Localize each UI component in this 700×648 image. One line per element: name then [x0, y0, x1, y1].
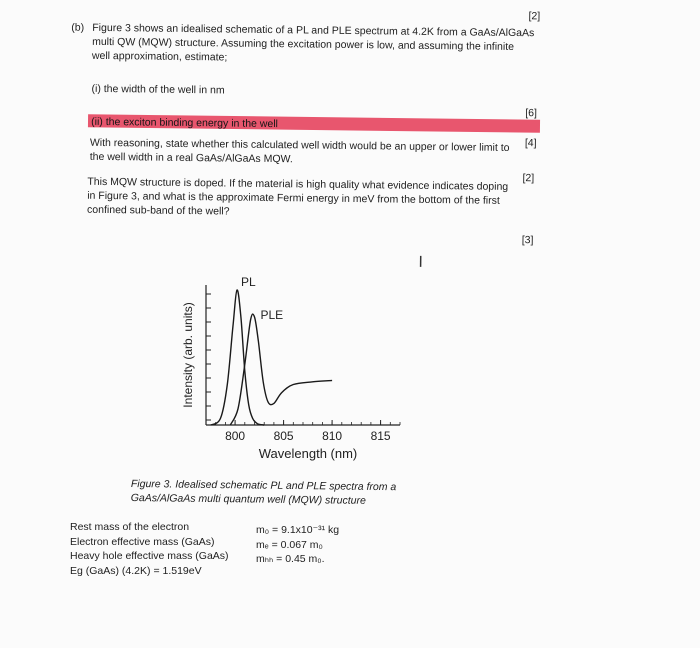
part-ii-text: (ii) the exciton binding energy in the well	[91, 115, 278, 131]
text-cursor-icon: I	[418, 253, 424, 271]
question-label: (b)	[71, 21, 85, 34]
figure-caption-line-2: GaAs/AlGaAs multi quantum well (MQW) structure	[130, 491, 366, 507]
band-gap-label: Eg (GaAs) (4.2K) = 1.519eV	[70, 564, 202, 577]
hole-mass-label: Heavy hole effective mass (GaAs)	[70, 550, 229, 562]
doped-line-2: in Figure 3, and what is the approximate Fermi energy in meV from the bottom of the first	[87, 189, 500, 207]
part-i-text: (i) the width of the well in nm	[91, 82, 225, 97]
effective-mass-value: mₑ = 0.067 m₀	[256, 538, 323, 551]
part-ii-marks: [4]	[524, 137, 537, 150]
figure-caption	[131, 477, 397, 508]
top-marks: [2]	[528, 10, 541, 23]
doped-marks: [3]	[521, 234, 534, 247]
x-axis-title: Wavelength (nm)	[258, 446, 358, 461]
y-axis-title: Intensity (arb. units)	[181, 302, 195, 408]
rest-mass-label: Rest mass of the electron	[70, 521, 190, 533]
legend-label-pl: PL	[241, 275, 256, 289]
constants-values	[256, 523, 339, 567]
hole-mass-value: mₕₕ = 0.45 m₀.	[256, 553, 325, 565]
reasoning-marks: [2]	[522, 172, 535, 185]
x-tick-label: 800	[225, 429, 246, 443]
intro-line-3: well approximation, estimate;	[91, 49, 228, 64]
legend-label-ple: PLE	[260, 308, 284, 322]
rest-mass-value: m₀ = 9.1x10⁻³¹ kg	[256, 524, 340, 536]
part-i-marks: [6]	[525, 107, 538, 120]
constants-block	[70, 520, 229, 578]
x-tick-label: 805	[273, 429, 294, 443]
doped-line-1: This MQW structure is doped. If the material is high quality what evidence indicates doping	[87, 175, 509, 193]
reasoning-line-2: the well width in a real GaAs/AlGaAs MQW.	[89, 150, 293, 166]
intro-line-1: Figure 3 shows an idealised schematic of a PL and PLE spectrum at 4.2K from a GaAs/AlGaAs	[92, 21, 535, 40]
reasoning-line-1: With reasoning, state whether this calculated well width would be an upper or lower limit to	[89, 136, 510, 154]
doped-line-3: confined sub-band of the well?	[87, 203, 230, 218]
series-line-pl	[211, 290, 264, 425]
effective-mass-label: Electron effective mass (GaAs)	[70, 535, 215, 548]
series-line-ple	[230, 314, 332, 425]
intro-line-2: multi QW (MQW) structure. Assuming the excitation power is low, and assuming the infinite	[92, 35, 515, 53]
figure-caption-line-1: Figure 3. Idealised schematic PL and PLE spectra from a	[130, 477, 397, 494]
pl-ple-spectrum-chart	[170, 270, 420, 470]
x-tick-label: 810	[322, 429, 343, 443]
x-tick-label: 815	[370, 429, 391, 443]
